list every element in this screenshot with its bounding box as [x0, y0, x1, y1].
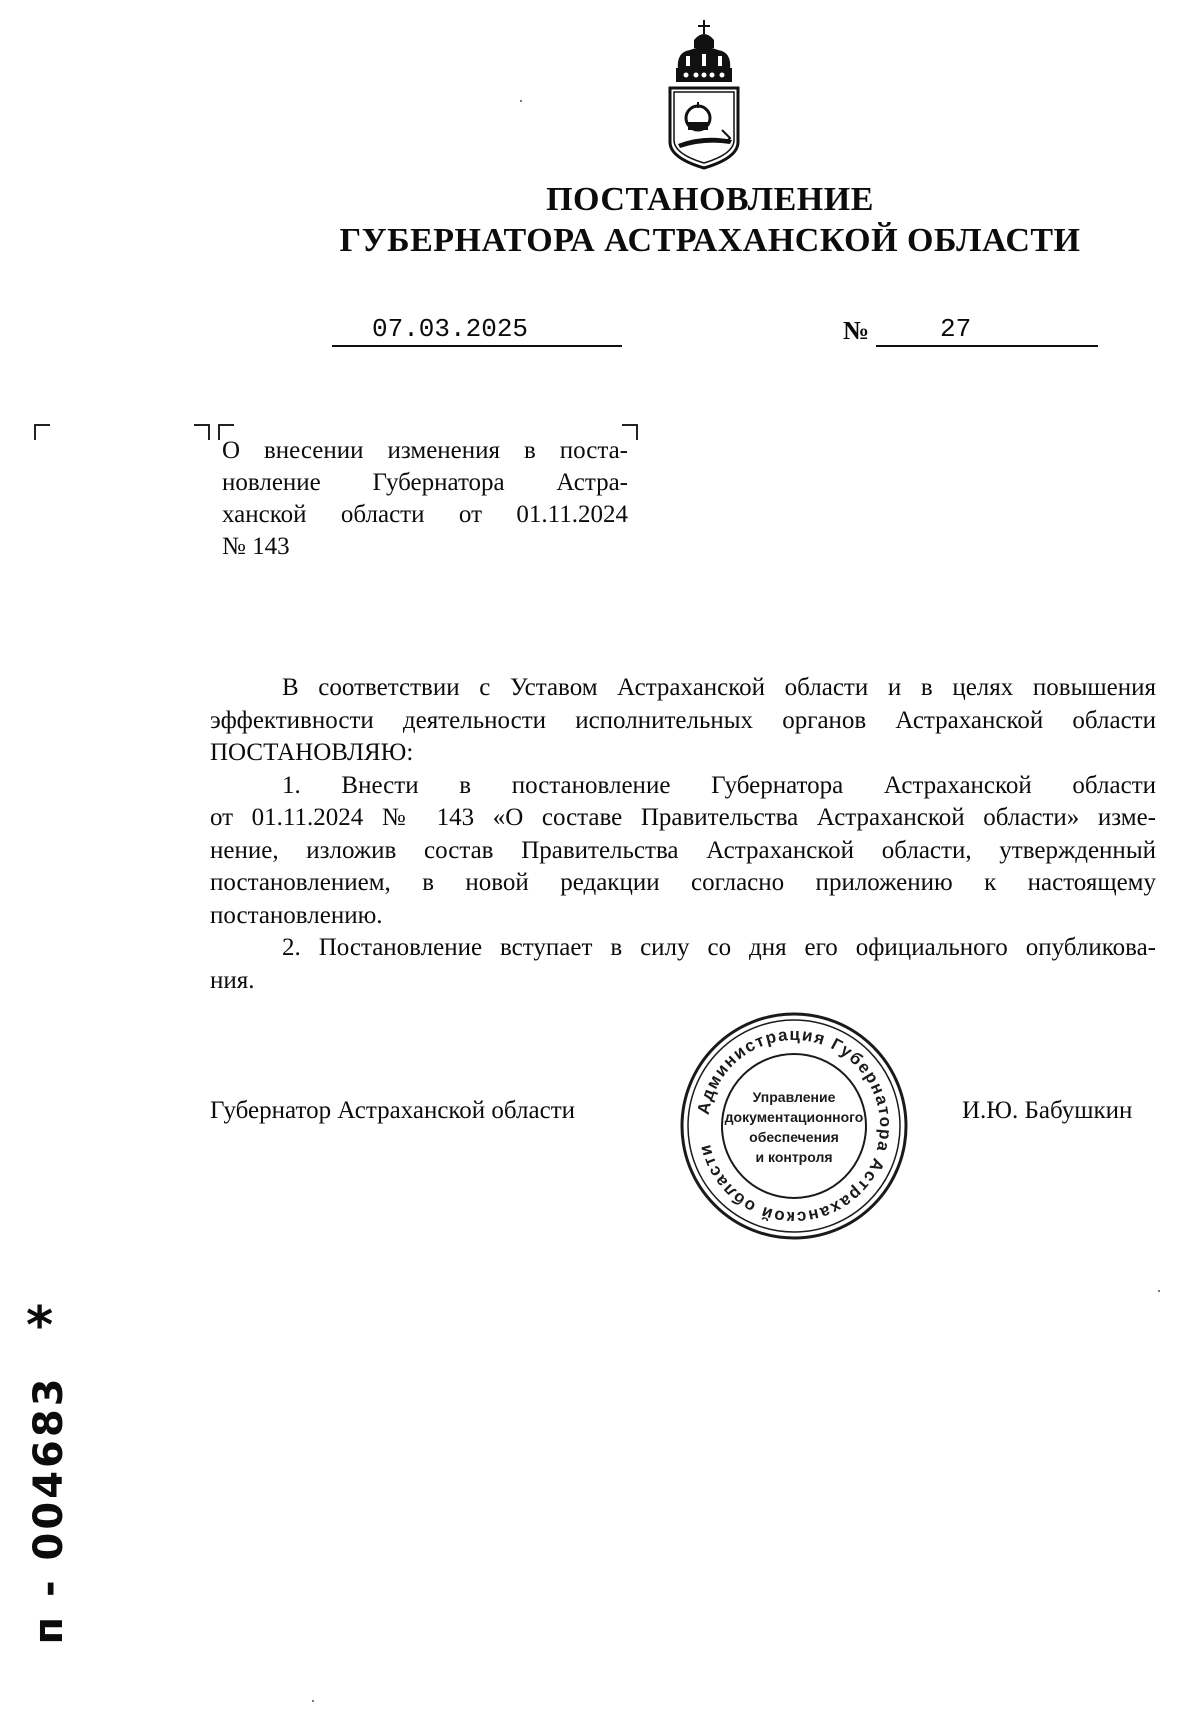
seal-center-line: и контроля — [755, 1149, 833, 1165]
body-line: постановлением, в новой редакции согласно приложению к настоящему — [210, 869, 1156, 896]
body-line: 1. Внести в постановление Губернатора Астраханской области — [282, 771, 1156, 799]
body-line: эффективности деятельности исполнительных органов Астраханской области — [210, 706, 1156, 734]
body-line: нение, изложив состав Правительства Астраханской области, утвержденный — [210, 836, 1156, 864]
document-number: 27 — [940, 314, 972, 344]
subject-line: № 143 — [222, 533, 290, 560]
body-line: постановлению. — [210, 901, 383, 929]
coat-of-arms-emblem — [664, 18, 744, 170]
number-underline — [876, 345, 1098, 347]
subject-line: ханской области от 01.11.2024 — [222, 501, 628, 528]
signatory-name: И.Ю. Бабушкин — [962, 1097, 1133, 1124]
corner-mark-subject-end — [194, 424, 210, 440]
resolution-word: ПОСТАНОВЛЯЮ: — [210, 739, 414, 766]
scan-speck — [1158, 1290, 1160, 1292]
number-label: № — [843, 316, 870, 345]
scan-speck — [520, 100, 522, 102]
body-line: В соответствии с Уставом Астраханской области и в целях повышения — [282, 674, 1156, 701]
document-issuer: ГУБЕРНАТОРА АСТРАХАНСКОЙ ОБЛАСТИ — [339, 222, 1081, 259]
document-subject — [222, 435, 628, 563]
body-line: 2. Постановление вступает в силу со дня его официального опубликова- — [282, 934, 1156, 961]
seal-center-line: обеспечения — [749, 1129, 839, 1145]
seal-ring-text: Администрация Губернатора Астраханской области — [693, 1024, 896, 1228]
body-line: ния. — [210, 966, 255, 994]
scan-speck — [312, 1700, 314, 1702]
signatory-title: Губернатор Астраханской области — [210, 1097, 576, 1124]
corner-mark-left — [34, 424, 50, 440]
subject-line: новление Губернатора Астра- — [222, 469, 628, 496]
date-underline — [332, 345, 622, 347]
document-body — [210, 672, 1156, 997]
official-seal — [678, 1010, 910, 1242]
seal-center-line: Управление — [752, 1089, 836, 1105]
document-date: 07.03.2025 — [372, 314, 529, 344]
asterisk-mark: * — [26, 1296, 54, 1356]
body-line: от 01.11.2024 № 143 «О составе Правительства Астраханской области» изме- — [210, 804, 1156, 831]
document-title: ПОСТАНОВЛЕНИЕ — [546, 181, 874, 218]
registration-number-text: п - 004683 — [26, 1375, 72, 1645]
subject-line: О внесении изменения в поста- — [222, 437, 628, 464]
seal-center-line: документационного — [724, 1109, 864, 1125]
